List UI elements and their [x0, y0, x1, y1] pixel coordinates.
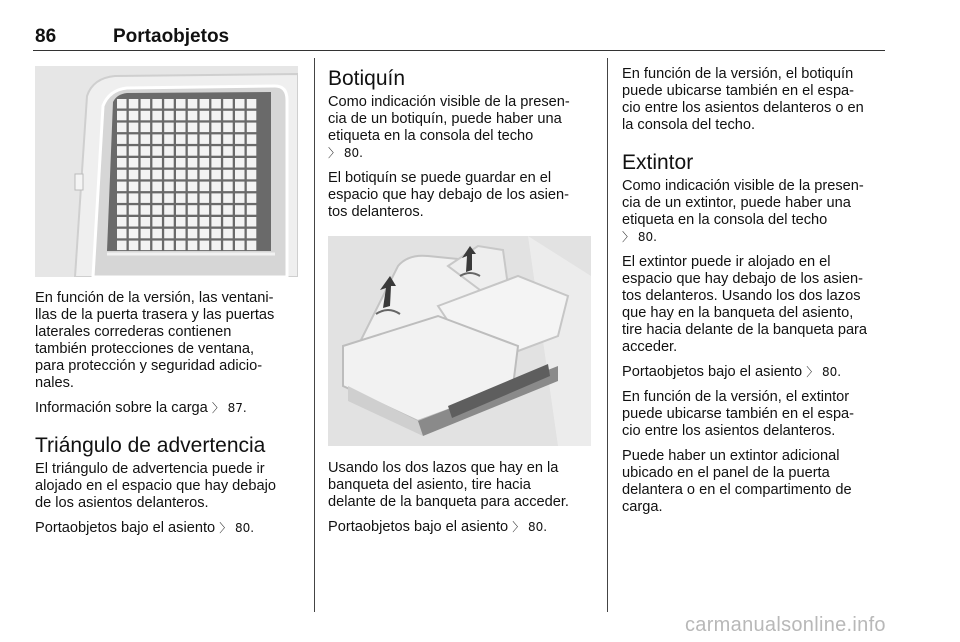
grille-cell [188, 123, 198, 133]
window-grille-illustration [35, 66, 298, 277]
text-line: cio entre los asientos delanteros o en [622, 100, 864, 116]
text-line: cio entre los asientos delanteros. [622, 423, 836, 439]
grille-cell [176, 158, 186, 168]
grille-cell [141, 229, 151, 239]
window-protection-paragraph [35, 290, 303, 392]
grille-cell [235, 229, 245, 239]
text-line: tire hacia delante de la banqueta para [622, 322, 868, 338]
grille-cell [247, 158, 256, 168]
grille-cell [247, 146, 256, 156]
grille-cell [223, 193, 233, 203]
grille-cell [235, 193, 245, 203]
additional-extinguisher-paragraph [622, 448, 890, 516]
page-reference-link[interactable]: 〉 80. [622, 230, 657, 244]
grille-cell [117, 229, 127, 239]
text-line: llas de la puerta trasera y las puertas [35, 307, 275, 323]
grille-cell [129, 217, 139, 227]
grille-cell [117, 217, 127, 227]
grille-cell [200, 241, 210, 251]
grille-cell [176, 182, 186, 192]
text-line: tos delanteros. Usando los dos lazos [622, 288, 861, 304]
grille-cell [200, 205, 210, 215]
grille-cell [188, 158, 198, 168]
grille-cell [164, 229, 174, 239]
grille-cell [164, 111, 174, 121]
grille-cell [117, 134, 127, 144]
grille-cell [152, 193, 162, 203]
grille-cell [211, 229, 221, 239]
grille-cell [117, 241, 127, 251]
grille-cell [223, 134, 233, 144]
page-number: 86 [35, 26, 57, 47]
grille-cell [188, 111, 198, 121]
page-title: Portaobjetos [113, 26, 230, 47]
grille-cell [200, 134, 210, 144]
grille-cell [141, 146, 151, 156]
under-seat-storage-paragraph [35, 520, 303, 537]
grille-cell [188, 241, 198, 251]
under-seat-storage-paragraph [622, 364, 890, 381]
column-3 [622, 66, 890, 524]
extinguisher-location-paragraph [622, 389, 890, 440]
text-line: puede ubicarse también en el espa- [622, 406, 855, 422]
text-line: Puede haber un extintor adicional [622, 448, 840, 464]
grille-cell [152, 134, 162, 144]
grille-cell [176, 99, 186, 109]
grille-cell [247, 205, 256, 215]
grille-cell [141, 193, 151, 203]
grille-cell [200, 158, 210, 168]
grille-cell [188, 170, 198, 180]
grille-cell [235, 170, 245, 180]
grille-cell [117, 158, 127, 168]
grille-cell [176, 146, 186, 156]
text-line: Portaobjetos bajo el asiento [35, 520, 216, 536]
grille-cell [176, 229, 186, 239]
grille-cell [211, 241, 221, 251]
grille-cell [141, 123, 151, 133]
grille-cell [235, 134, 245, 144]
grille-cell [129, 146, 139, 156]
grille-cell [200, 123, 210, 133]
text-line: cia de un botiquín, puede haber una [328, 111, 562, 127]
grille-cell [152, 229, 162, 239]
grille-cell [117, 170, 127, 180]
grille-cell [164, 99, 174, 109]
grille-cell [164, 205, 174, 215]
grille-cell [176, 170, 186, 180]
text-line: ubicado en el panel de la puerta [622, 465, 830, 481]
text-line: Portaobjetos bajo el asiento [622, 364, 803, 380]
grille-cell [235, 241, 245, 251]
grille-cell [247, 99, 256, 109]
grille-cell [211, 123, 221, 133]
grille-cell [176, 134, 186, 144]
grille-cell [176, 193, 186, 203]
extinguisher-label-paragraph [622, 178, 890, 246]
grille-cell [164, 170, 174, 180]
first-aid-location-paragraph [622, 66, 890, 134]
grille-cell [247, 193, 256, 203]
grille-cell [176, 111, 186, 121]
grille-cell [176, 217, 186, 227]
grille-cell [176, 205, 186, 215]
grille-cell [211, 170, 221, 180]
first-aid-label-paragraph [328, 94, 596, 162]
page-reference-link[interactable]: 〉 80. [219, 521, 255, 535]
grille-cell [223, 182, 233, 192]
grille-cell [129, 158, 139, 168]
grille-cell [117, 146, 127, 156]
grille-cell [129, 241, 139, 251]
grille-cell [129, 229, 139, 239]
grille-cell [129, 99, 139, 109]
grille-cell [235, 146, 245, 156]
heading-warning-triangle: Triángulo de advertencia [35, 434, 266, 457]
grille-cell [152, 170, 162, 180]
site-watermark: carmanualsonline.info [685, 614, 886, 636]
grille-cell [141, 158, 151, 168]
grille-cell [223, 146, 233, 156]
grille-cell [188, 193, 198, 203]
grille-cell [141, 111, 151, 121]
grille-cell [247, 111, 256, 121]
grille-cell [188, 99, 198, 109]
grille-cell [211, 146, 221, 156]
grille-cell [200, 217, 210, 227]
grille-cell [141, 134, 151, 144]
first-aid-storage-paragraph [328, 170, 596, 221]
grille-cell [211, 205, 221, 215]
text-line: Como indicación visible de la presen- [328, 94, 570, 110]
text-line: En función de la versión, el extintor [622, 389, 850, 405]
grille-cell [117, 123, 127, 133]
grille-cell [188, 182, 198, 192]
grille-cell [247, 182, 256, 192]
grille-cell [200, 146, 210, 156]
grille-cell [211, 99, 221, 109]
grille-cell [152, 217, 162, 227]
grille-cell [200, 99, 210, 109]
grille-cell [117, 111, 127, 121]
text-line: que hay en la banqueta del asiento, [622, 305, 854, 321]
heading-first-aid-kit: Botiquín [328, 67, 406, 90]
grille-cell [164, 182, 174, 192]
text-line: espacio que hay debajo de los asien- [328, 187, 569, 203]
text-line: El botiquín se puede guardar en el [328, 170, 552, 186]
text-line: la consola del techo. [622, 117, 756, 133]
column-1 [35, 290, 303, 545]
grille-cell [223, 158, 233, 168]
grille-cell [152, 205, 162, 215]
grille-cell [247, 123, 256, 133]
grille-cell [152, 182, 162, 192]
column-2-lower [328, 460, 596, 544]
under-seat-storage-paragraph [328, 519, 596, 536]
grille-cell [188, 217, 198, 227]
grille-cell [235, 123, 245, 133]
grille-cell [200, 193, 210, 203]
page-reference-link[interactable]: 〉 80. [806, 365, 842, 379]
text-line: Como indicación visible de la presen- [622, 178, 864, 194]
grille-cell [247, 217, 256, 227]
text-line: alojado en el espacio que hay debajo [35, 478, 276, 494]
grille-cell [164, 193, 174, 203]
text-line: En función de la versión, las ventani- [35, 290, 274, 306]
page-reference-link[interactable]: 〉 80. [512, 520, 548, 534]
text-line: delantera o en el compartimento de [622, 482, 852, 498]
warning-triangle-paragraph [35, 461, 303, 512]
grille-cell [129, 182, 139, 192]
text-line: Usando los dos lazos que hay en la [328, 460, 559, 476]
page-reference-link[interactable]: 〉 80. [328, 146, 363, 160]
column-divider-2 [607, 58, 608, 612]
grille-cell [164, 217, 174, 227]
grille-cell [152, 241, 162, 251]
text-line: El extintor puede ir alojado en el [622, 254, 831, 270]
grille-cell [164, 241, 174, 251]
grille-cell [247, 229, 256, 239]
text-line: nales. [35, 375, 74, 391]
text-line: también protecciones de ventana, [35, 341, 255, 357]
heading-extinguisher: Extintor [622, 151, 694, 174]
seat-loops-paragraph [328, 460, 596, 511]
grille-cell [211, 217, 221, 227]
text-line: espacio que hay debajo de los asien- [622, 271, 863, 287]
grille-cell [164, 134, 174, 144]
grille-cell [188, 205, 198, 215]
grille-cell [188, 229, 198, 239]
extinguisher-storage-paragraph [622, 254, 890, 356]
grille-cell [247, 134, 256, 144]
grille-cell [235, 99, 245, 109]
grille-cell [235, 217, 245, 227]
grille-cell [176, 123, 186, 133]
grille-cell [141, 205, 151, 215]
column-divider-1 [314, 58, 315, 612]
grille-cell [235, 205, 245, 215]
grille-cell [235, 158, 245, 168]
text-line: cia de un extintor, puede haber una [622, 195, 851, 211]
page-header [33, 26, 885, 52]
grille-cell [188, 134, 198, 144]
text-line: de los asientos delanteros. [35, 495, 209, 511]
grille-cell [152, 158, 162, 168]
grille-cell [129, 123, 139, 133]
header-rule [33, 50, 885, 51]
grille-cell [211, 134, 221, 144]
grille-cell [200, 229, 210, 239]
text-line: puede ubicarse también en el espa- [622, 83, 855, 99]
grille-cell [164, 158, 174, 168]
grille-cell [141, 99, 151, 109]
grille-cell [152, 123, 162, 133]
grille-cell [152, 99, 162, 109]
window-grille-drawing [35, 66, 298, 277]
grille-cell [223, 170, 233, 180]
grille-cell [211, 193, 221, 203]
grille-cell [141, 217, 151, 227]
text-line: carga. [622, 499, 663, 515]
grille-cell [117, 205, 127, 215]
text-line: tos delanteros. [328, 204, 424, 220]
grille-cell [223, 123, 233, 133]
grille-cell [235, 182, 245, 192]
grille-cell [211, 182, 221, 192]
grille-cell [211, 158, 221, 168]
grille-cell [129, 193, 139, 203]
grille-cell [211, 111, 221, 121]
grille-cell [223, 99, 233, 109]
grille-cell [164, 146, 174, 156]
grille-cell [129, 134, 139, 144]
grille-cell [200, 170, 210, 180]
grille-cell [141, 182, 151, 192]
text-line: Información sobre la carga [35, 400, 208, 416]
grille-cell [164, 123, 174, 133]
seat-bench-illustration [328, 236, 591, 446]
cargo-info-paragraph [35, 400, 303, 417]
text-line: etiqueta en la consola del techo [622, 212, 828, 228]
grille-cell [129, 170, 139, 180]
grille-cell [129, 205, 139, 215]
text-line: para protección y seguridad adicio- [35, 358, 263, 374]
text-line: acceder. [622, 339, 678, 355]
text-line: banqueta del asiento, tire hacia [328, 477, 531, 493]
text-line: En función de la versión, el botiquín [622, 66, 854, 82]
grille-cell [235, 111, 245, 121]
text-line: El triángulo de advertencia puede ir [35, 461, 265, 477]
grille-cell [223, 205, 233, 215]
text-line: etiqueta en la consola del techo [328, 128, 534, 144]
grille-cell [223, 229, 233, 239]
grille-cell [129, 111, 139, 121]
grille-cell [200, 182, 210, 192]
grille-cell [223, 241, 233, 251]
grille-cell [117, 193, 127, 203]
grille-cell [117, 182, 127, 192]
seat-bench-drawing [328, 236, 591, 446]
grille-cell [117, 99, 127, 109]
grille-cell [223, 111, 233, 121]
grille-cell [188, 146, 198, 156]
grille-cell [247, 241, 256, 251]
grille-cell [141, 170, 151, 180]
column-2 [328, 66, 596, 229]
page-reference-link[interactable]: 〉 87. [211, 401, 247, 415]
grille-cell [247, 170, 256, 180]
grille-cell [152, 111, 162, 121]
grille-cell [141, 241, 151, 251]
text-line: laterales correderas contienen [35, 324, 232, 340]
grille-cell [152, 146, 162, 156]
grille-cell [176, 241, 186, 251]
grille-cell [200, 111, 210, 121]
text-line: delante de la banqueta para acceder. [328, 494, 569, 510]
text-line: Portaobjetos bajo el asiento [328, 519, 509, 535]
grille-cell [223, 217, 233, 227]
